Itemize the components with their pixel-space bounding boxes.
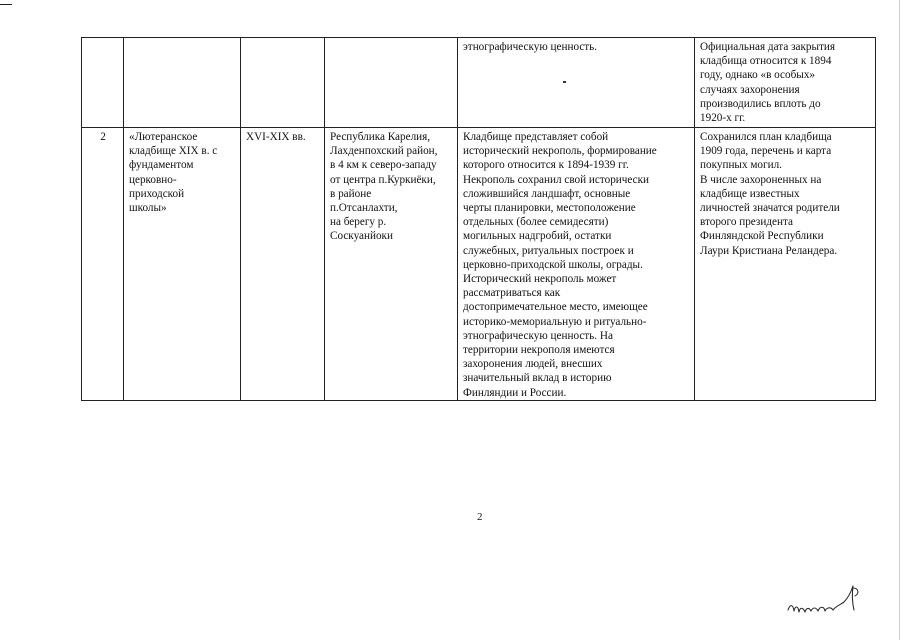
row-number-cell: 2: [82, 128, 124, 401]
heritage-registry-table: [81, 37, 876, 401]
notes-cell: Официальная дата закрытия кладбища относится к 1894 году, однако «в особых» случаях захоронения производились вплоть до 1920-х гг.: [695, 38, 876, 128]
row-number-cell: [82, 38, 124, 128]
scan-corner-mark: [0, 4, 12, 5]
object-name-cell: [124, 38, 241, 128]
object-name-cell: «Лютеранское кладбище XIX в. с фундаментом церковно- приходской школы»: [124, 128, 241, 401]
handwritten-signature: [784, 584, 864, 622]
table-row: [82, 38, 876, 128]
description-cell: Кладбище представляет собой исторический некрополь, формирование которого относится к 1894-1939 гг. Некрополь сохранил свой исторически сложившийся ландшафт, основные черты планировки, местоположение отдельных (более семидесяти) могильных надгробий, остатки служебных, ритуальных построек и церковно-приходской школы, ограды. Исторический некрополь может рассматриваться как достопримечательное место, имеющее историко-мемориальную и ритуально- этнографическую ценность. На территории некрополя имеются захоронения людей, внесших значительный вклад в историю Финляндии и России.: [458, 128, 695, 401]
location-cell: [325, 38, 458, 128]
period-cell: [241, 38, 325, 128]
description-cell: этнографическую ценность.: [458, 38, 695, 128]
scan-page-edge: [899, 0, 900, 640]
period-cell: XVI-XIX вв.: [241, 128, 325, 401]
location-cell: Республика Карелия, Лахденпохский район, в 4 км к северо-западу от центра п.Куркиёки, в районе п.Отсанлахти, на берегу р. Соскуанйоки: [325, 128, 458, 401]
scan-speck: [563, 81, 566, 83]
notes-cell: Сохранился план кладбища 1909 года, перечень и карта покупных могил. В числе захороненных на кладбище известных личностей значатся родители второго президента Финляндской Республики Лаури Кристиана Реландера.: [695, 128, 876, 401]
page-number: 2: [477, 511, 483, 523]
table-row: [82, 128, 876, 401]
